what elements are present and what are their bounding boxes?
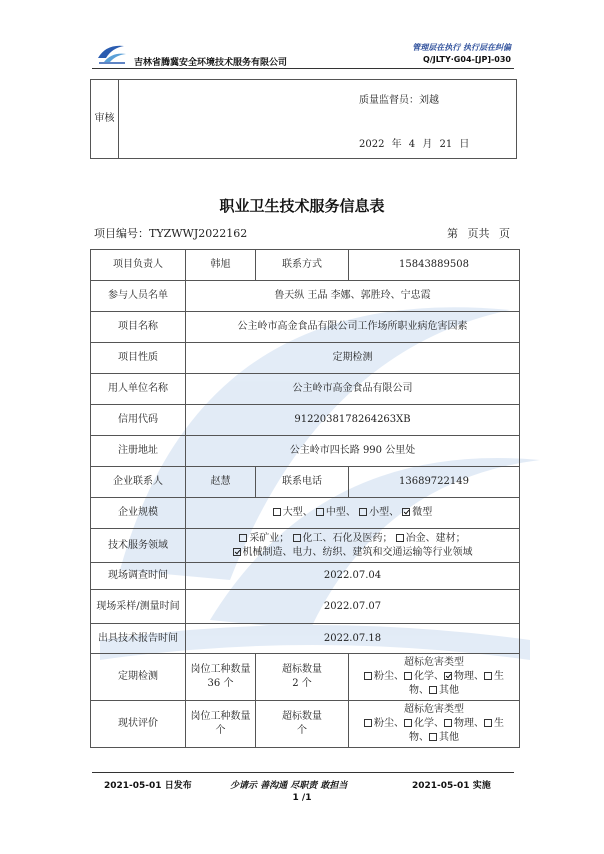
sampling-label: 现场采样/测量时间 xyxy=(91,590,186,624)
service-info-table xyxy=(90,249,520,748)
checked-checkbox-icon xyxy=(402,508,410,516)
table-row xyxy=(91,250,520,281)
table-row xyxy=(91,405,520,436)
footer-motto: 少请示 善沟通 尽职责 敢担当 xyxy=(230,781,348,791)
checkbox-icon xyxy=(316,508,324,516)
table-row xyxy=(91,436,520,467)
quality-supervisor: 质量监督员：刘越 xyxy=(359,95,439,106)
hazard-type-label: 超标危害类型 xyxy=(404,704,464,715)
review-date: 2022 年 4 月 21 日 xyxy=(359,139,470,150)
checked-checkbox-icon xyxy=(444,672,452,680)
domain-option-mining: 采矿业； xyxy=(249,532,290,544)
members-value: 鲁天纵 王晶 李娜、郭胜玲、宁忠霞 xyxy=(186,281,520,312)
hazard-option-bio: 生 xyxy=(494,718,504,729)
status-label: 现状评价 xyxy=(91,701,186,748)
status-exceed-cell xyxy=(256,701,349,748)
form-title: 职业卫生技术服务信息表 xyxy=(219,197,385,215)
periodic-label: 定期检测 xyxy=(91,654,186,701)
leader-label: 项目负责人 xyxy=(91,250,186,281)
table-row xyxy=(91,563,520,590)
contact-label: 联系方式 xyxy=(256,250,349,281)
checkbox-icon xyxy=(273,508,281,516)
exceed-label: 超标数量 xyxy=(282,664,322,675)
status-post-cell xyxy=(186,701,256,748)
employer-value: 公主岭市高金食品有限公司 xyxy=(186,374,520,405)
hazard-option-physical: 物理、 xyxy=(454,671,484,682)
hazard-type-label: 超标危害类型 xyxy=(404,657,464,668)
hazard-option-dust: 粉尘、 xyxy=(374,671,404,682)
periodic-hazard-cell xyxy=(349,654,520,701)
checkbox-icon xyxy=(404,672,412,680)
implement-date: 2021-05-01 实施 xyxy=(412,781,491,791)
company-logo xyxy=(96,40,128,66)
project-name-label: 项目名称 xyxy=(91,312,186,343)
scale-label: 企业规模 xyxy=(91,498,186,529)
address-value: 公主岭市四长路 990 公里处 xyxy=(186,436,520,467)
periodic-post-count: 36 个 xyxy=(207,678,234,689)
checkbox-icon xyxy=(429,686,437,694)
post-count-label: 岗位工种数量 xyxy=(190,664,251,675)
checkbox-icon xyxy=(484,719,492,727)
table-row xyxy=(91,654,520,701)
post-count-label: 岗位工种数量 xyxy=(190,711,251,722)
review-cell xyxy=(119,80,517,159)
ent-contact-label: 企业联系人 xyxy=(91,467,186,498)
table-row xyxy=(91,624,520,654)
table-row xyxy=(91,374,520,405)
document-code: Q/JLTY·G04-[JP]-030 xyxy=(423,55,511,64)
sampling-value: 2022.07.07 xyxy=(186,590,520,624)
checkbox-icon xyxy=(364,719,372,727)
report-label: 出具技术报告时间 xyxy=(91,624,186,654)
hazard-option-chemical: 化学、 xyxy=(414,671,444,682)
survey-value: 2022.07.04 xyxy=(186,563,520,590)
hazard-option-bio-rest: 物、 xyxy=(409,732,429,743)
ent-contact-value: 赵慧 xyxy=(186,467,256,498)
project-number-value: TYZWWJ2022162 xyxy=(149,227,248,240)
checkbox-icon xyxy=(484,672,492,680)
table-row xyxy=(91,312,520,343)
table-row xyxy=(91,529,520,563)
table-row xyxy=(91,701,520,748)
address-label: 注册地址 xyxy=(91,436,186,467)
leader-value: 韩旭 xyxy=(186,250,256,281)
project-number xyxy=(94,225,247,241)
status-post-count: 个 xyxy=(215,725,226,736)
checkbox-icon xyxy=(364,672,372,680)
review-label: 审核 xyxy=(91,80,119,159)
page-info: 第 页共 页 xyxy=(447,227,510,240)
issue-date: 2021-05-01 日发布 xyxy=(104,781,192,791)
scale-option-medium: 中型 xyxy=(325,507,346,518)
scale-options: 大型、 中型、 小型、 微型 xyxy=(186,498,520,529)
periodic-exceed-count: 2 个 xyxy=(292,678,312,689)
ent-phone-label: 联系电话 xyxy=(256,467,349,498)
scale-option-large: 大型 xyxy=(282,507,303,518)
hazard-option-chemical: 化学、 xyxy=(414,718,444,729)
checked-checkbox-icon xyxy=(233,548,241,556)
checkbox-icon xyxy=(396,534,404,542)
hazard-option-dust: 粉尘、 xyxy=(374,718,404,729)
checkbox-icon xyxy=(359,508,367,516)
checkbox-icon xyxy=(429,733,437,741)
page-number: 1 /1 xyxy=(292,793,312,803)
scale-option-micro: 微型 xyxy=(412,507,433,518)
hazard-option-bio: 生 xyxy=(494,671,504,682)
domain-option-machinery: 机械制造、电力、纺织、建筑和交通运输等行业领域 xyxy=(242,546,473,558)
ent-phone-value: 13689722149 xyxy=(349,467,520,498)
hazard-option-bio-rest: 物、 xyxy=(409,685,429,696)
domain-options xyxy=(186,529,520,563)
domain-label: 技术服务领域 xyxy=(91,529,186,563)
report-value: 2022.07.18 xyxy=(186,624,520,654)
credit-value: 9122038178264263XB xyxy=(186,405,520,436)
footer-divider xyxy=(92,772,514,773)
survey-label: 现场调查时间 xyxy=(91,563,186,590)
scale-option-small: 小型 xyxy=(369,507,390,518)
periodic-exceed-cell xyxy=(256,654,349,701)
table-row xyxy=(91,343,520,374)
project-number-label: 项目编号： xyxy=(94,227,149,240)
checkbox-icon xyxy=(444,719,452,727)
header-divider xyxy=(92,68,514,69)
status-hazard-cell xyxy=(349,701,520,748)
contact-value: 15843889508 xyxy=(349,250,520,281)
table-row xyxy=(91,281,520,312)
employer-label: 用人单位名称 xyxy=(91,374,186,405)
review-table xyxy=(90,79,517,159)
nature-label: 项目性质 xyxy=(91,343,186,374)
hazard-option-other: 其他 xyxy=(439,732,459,743)
project-name-value: 公主岭市高金食品有限公司工作场所职业病危害因素 xyxy=(186,312,520,343)
checkbox-icon xyxy=(404,719,412,727)
table-row xyxy=(91,590,520,624)
checkbox-icon xyxy=(239,534,247,542)
nature-value: 定期检测 xyxy=(186,343,520,374)
domain-option-metallurgy: 冶金、建材； xyxy=(405,532,466,544)
hazard-option-other: 其他 xyxy=(439,685,459,696)
status-exceed-count: 个 xyxy=(297,725,307,736)
checkbox-icon xyxy=(293,534,301,542)
exceed-label: 超标数量 xyxy=(282,711,322,722)
table-row xyxy=(91,498,520,529)
domain-option-chemical: 化工、石化及医药； xyxy=(302,532,393,544)
members-label: 参与人员名单 xyxy=(91,281,186,312)
table-row xyxy=(91,467,520,498)
header-slogan: 管理层在执行 执行层在纠偏 xyxy=(412,43,511,52)
credit-label: 信用代码 xyxy=(91,405,186,436)
company-name: 吉林省腾冀安全环境技术服务有限公司 xyxy=(134,58,288,68)
periodic-post-cell xyxy=(186,654,256,701)
hazard-option-physical: 物理、 xyxy=(454,718,484,729)
